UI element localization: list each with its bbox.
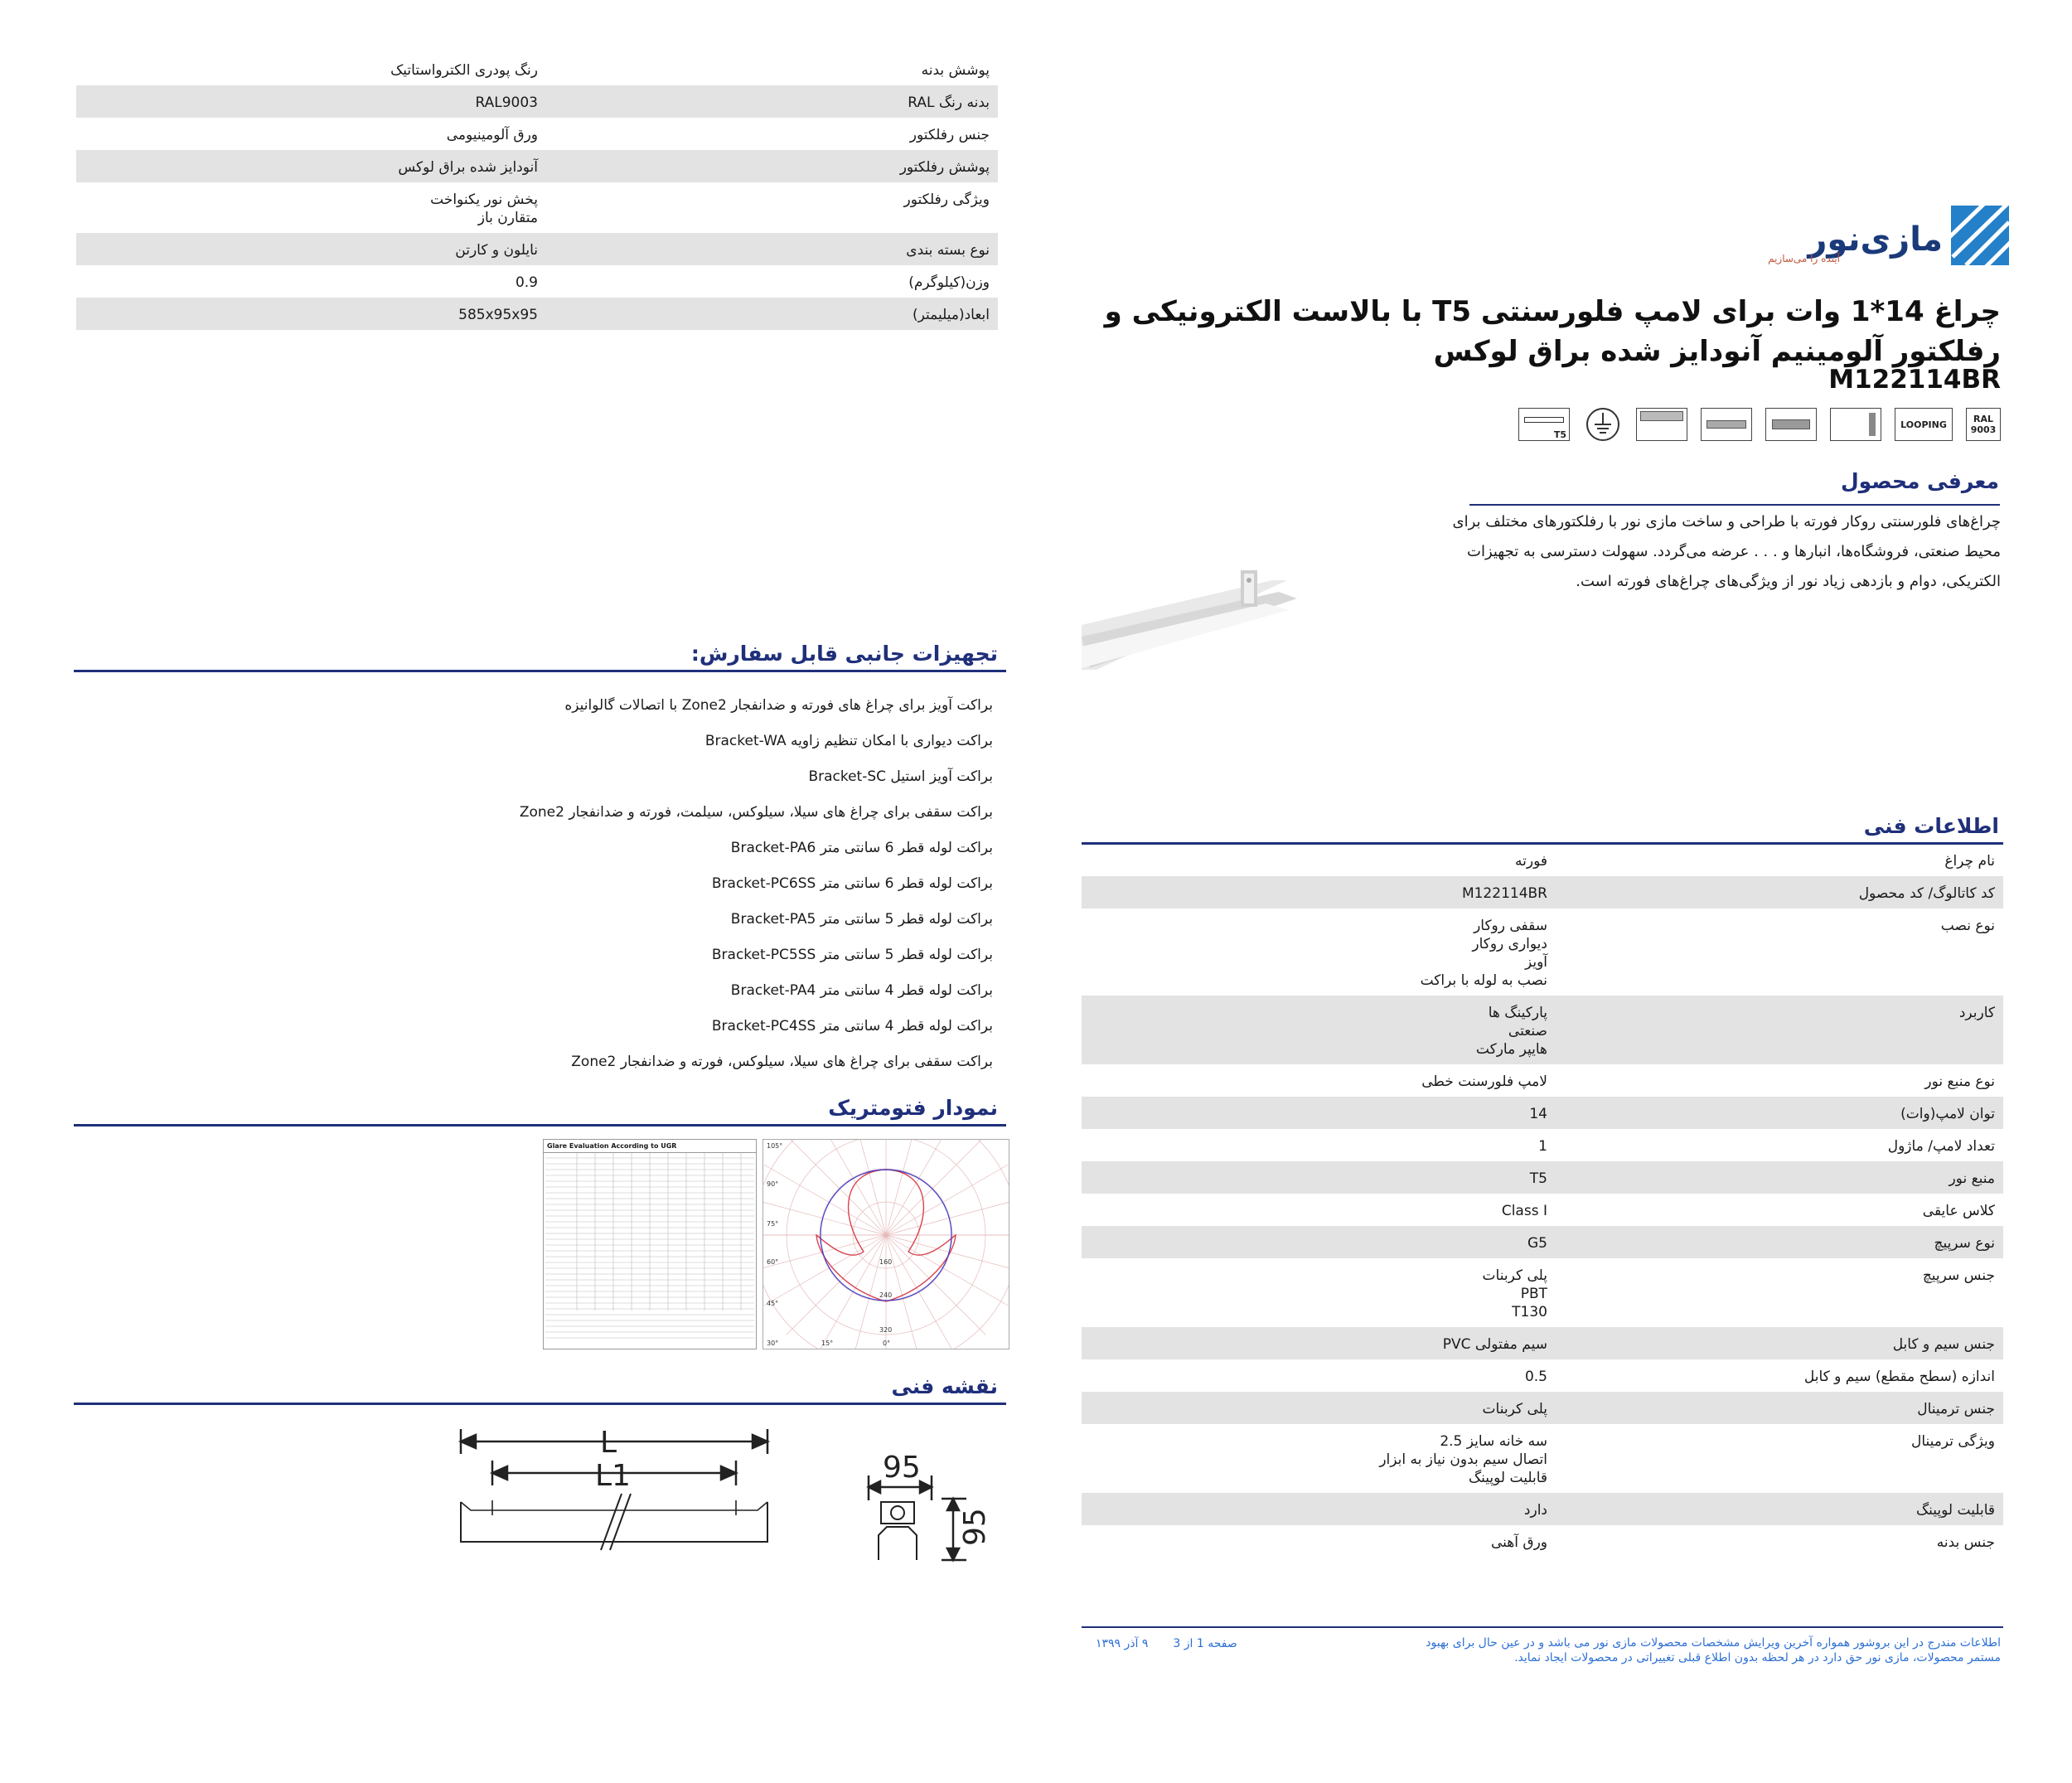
polar-tick-label: 160 <box>879 1258 893 1266</box>
table-row <box>76 298 998 330</box>
row-label: نام چراغ <box>1944 853 1995 870</box>
row-label: پوشش بدنه <box>921 62 990 79</box>
row-value: پلی کربنات PBT T130 <box>1482 1267 1547 1320</box>
accessories-list <box>413 688 993 1080</box>
table-row <box>76 182 998 233</box>
table-row <box>1082 1129 2003 1161</box>
accessory-item: براکت لوله قطر 6 سانتی متر Bracket-PC6SS <box>711 875 993 892</box>
ugr-table-title: Glare Evaluation According to UGR <box>544 1140 756 1153</box>
row-label: نوع نصب <box>1940 918 1995 934</box>
polar-tick-label: 90° <box>767 1180 779 1188</box>
photometric-title: نمودار فتومتریک <box>828 1096 998 1120</box>
row-label: جنس سیم و کابل <box>1892 1336 1995 1353</box>
table-row <box>76 233 998 265</box>
accessory-item: براکت لوله قطر 4 سانتی متر Bracket-PA4 <box>730 982 993 999</box>
row-label: جنس سرپیچ <box>1922 1267 1995 1284</box>
row-value: لامپ فلورسنت خطی <box>1421 1073 1547 1090</box>
row-label: منبع نور <box>1949 1170 1995 1187</box>
row-label: بدنه رنگ RAL <box>908 94 990 111</box>
row-label: نوع بسته بندی <box>906 242 990 259</box>
row-value: پخش نور یکنواخت متقارن باز <box>430 191 538 226</box>
accessories-title: تجهیزات جانبی قابل سفارش: <box>690 642 998 666</box>
accessory-item: براکت سقفی برای چراغ های سیلا، سیلوکس، فورته و ضدانفجار Zone2 <box>571 1054 993 1070</box>
drawing-label-height: 95 <box>958 1508 992 1546</box>
row-label: نوع سرپیچ <box>1934 1235 1995 1252</box>
row-label: کد کاتالوگ/ کد محصول <box>1858 885 1995 902</box>
table-row <box>1082 1064 2003 1097</box>
accessory-item: براکت لوله قطر 5 سانتی متر Bracket-PA5 <box>730 911 993 928</box>
row-value: سقفی روکار دیواری روکار آویز نصب به لوله با براکت <box>1420 918 1547 989</box>
table-row <box>76 150 998 182</box>
drawing-label-length: L <box>600 1426 617 1460</box>
table-row <box>1082 876 2003 908</box>
row-value: 1 <box>1538 1138 1547 1155</box>
row-value: RAL9003 <box>475 94 538 111</box>
row-value: ورق آلومینیومی <box>446 127 538 143</box>
logo-stripes-icon <box>1944 199 2012 269</box>
icon-label: T5 <box>1553 429 1566 440</box>
row-label: پوشش رفلکتور <box>899 159 990 176</box>
row-label: کلاس عایقی <box>1922 1203 1995 1219</box>
wall-mount-icon <box>1701 408 1752 441</box>
technical-info-table <box>1082 844 2003 1558</box>
polar-tick-label: 105° <box>767 1142 783 1150</box>
polar-tick-label: 75° <box>767 1220 779 1228</box>
row-value: G5 <box>1527 1235 1547 1252</box>
row-value: نایلون و کارتن <box>455 242 538 259</box>
accessory-item: براکت لوله قطر 6 سانتی متر Bracket-PA6 <box>730 840 993 856</box>
ral-9003-icon <box>1966 408 2001 441</box>
accessory-item: براکت لوله قطر 5 سانتی متر Bracket-PC5SS <box>711 947 993 963</box>
row-label: ابعاد(میلیمتر) <box>912 307 990 323</box>
row-value: ورق آهنی <box>1491 1534 1547 1551</box>
drawing-label-width: 95 <box>883 1451 921 1485</box>
polar-tick-label: 45° <box>767 1300 779 1307</box>
row-value: سه خانه سایز 2.5 اتصال سیم بدون نیاز به ابزار قابلیت لوپینگ <box>1379 1433 1547 1486</box>
table-row <box>1082 1424 2003 1493</box>
materials-table <box>76 53 998 330</box>
table-row <box>1082 1097 2003 1129</box>
table-row <box>1082 1327 2003 1359</box>
row-value: فورته <box>1515 853 1547 870</box>
accessory-item: براکت لوله قطر 4 سانتی متر Bracket-PC4SS <box>711 1018 993 1034</box>
accessory-item: براکت آویز استیل Bracket-SC <box>808 768 993 785</box>
row-label: جنس ترمینال <box>1917 1401 1995 1417</box>
row-label: نوع منبع نور <box>1924 1073 1995 1090</box>
table-row <box>1082 1392 2003 1424</box>
footer-page-info <box>1096 1637 1237 1650</box>
logo-tagline: آینده را می‌سازیم <box>1768 253 1840 264</box>
product-title: چراغ 14*1 وات برای لامپ فلورسنتی T5 با بالاست الکترونیکی و رفلکتور آلومینیم آنودایز شده براق لوکس <box>1104 295 2001 368</box>
row-label: وزن(کیلوگرم) <box>908 274 990 291</box>
polar-tick-label: 30° <box>767 1340 779 1347</box>
intro-title: معرفی محصول <box>1840 469 1999 493</box>
row-label: کاربرد <box>1958 1005 1995 1021</box>
accessories-rule <box>74 670 1006 672</box>
table-row <box>1082 1493 2003 1525</box>
product-code: M122114BR <box>1828 365 2001 395</box>
row-value: رنگ پودری الکترواستاتیک <box>390 62 538 79</box>
ugr-table-grid <box>544 1153 756 1342</box>
brand-logo <box>1749 199 2014 274</box>
table-row <box>76 85 998 118</box>
row-value: T5 <box>1529 1170 1547 1187</box>
row-label: توان لامپ(وات) <box>1900 1106 1995 1122</box>
icon-label: LOOPING <box>1900 419 1947 430</box>
row-value: 0.9 <box>515 274 538 291</box>
intro-text: چراغ‌های فلورسنتی روکار فورته با طراحی و ساخت مازی نور با رفلکتورهای مختلف برای محیط صنعتی، فروشگاه‌ها، انبارها و . . . عرضه می‌گردد. سهولت دسترسی به تجهیزات الکتریکی، دوام و بازدهی زیاد نور از ویژگی‌های چراغ‌های فورته است. <box>1452 513 2001 590</box>
row-value: سیم مفتولی PVC <box>1442 1336 1547 1353</box>
logo-wordmark: مازی‌نور <box>1808 220 1943 259</box>
polar-tick-label: 240 <box>879 1291 893 1299</box>
row-label: جنس بدنه <box>1936 1534 1995 1551</box>
polar-tick-label: 60° <box>767 1258 779 1266</box>
drawing-title: نقشه فنی <box>891 1374 998 1398</box>
icon-label: RAL 9003 <box>1970 414 1997 435</box>
row-value: دارد <box>1523 1502 1547 1519</box>
accessory-item: براکت دیواری با امکان تنظیم زاویه Bracket-WA <box>704 733 993 749</box>
table-row <box>1082 1226 2003 1258</box>
side-mount-icon <box>1830 408 1881 441</box>
polar-light-distribution-chart <box>762 1139 1009 1349</box>
footer-disclaimer: اطلاعات مندرج در این بروشور همواره آخرین ویرایش مشخصات محصولات مازی نور می باشد و در عین حال برای بهبود مستمر محصولات، مازی نور حق دارد در هر لحظه بدون اطلاع قبلی تغییراتی در محصولات ایجاد نماید. <box>1426 1636 2001 1664</box>
ugr-glare-table <box>543 1139 757 1349</box>
table-row <box>1082 908 2003 996</box>
table-row <box>76 265 998 298</box>
earth-ground-icon <box>1583 408 1623 441</box>
table-row <box>1082 1194 2003 1226</box>
photometric-rule <box>74 1124 1006 1126</box>
row-label: ویژگی ترمینال <box>1911 1433 1995 1450</box>
row-value: M122114BR <box>1461 885 1547 902</box>
ceiling-mount-icon <box>1636 408 1687 441</box>
table-row <box>76 118 998 150</box>
table-row <box>1082 1161 2003 1194</box>
product-photo <box>1082 570 1297 678</box>
table-row <box>1082 1525 2003 1558</box>
footer-rule <box>1082 1626 2003 1628</box>
footer-date: ۹ آذر ۱۳۹۹ <box>1096 1637 1149 1650</box>
accessory-item: براکت سقفی برای چراغ های سیلا، سیلوکس، سیلمت، فورته و ضدانفجار Zone2 <box>519 804 993 821</box>
looping-icon <box>1895 408 1953 441</box>
polar-tick-label: 320 <box>879 1326 893 1334</box>
table-row <box>1082 1258 2003 1327</box>
row-value: 14 <box>1529 1106 1547 1122</box>
row-value: 585x95x95 <box>458 307 538 323</box>
t5-lamp-icon <box>1518 408 1570 441</box>
intro-rule <box>1469 504 2000 506</box>
table-row <box>1082 844 2003 876</box>
row-value: 0.5 <box>1524 1369 1547 1385</box>
polar-tick-label: 0° <box>883 1340 891 1347</box>
footer-page-number: صفحه 1 از 3 <box>1173 1637 1237 1650</box>
technical-drawing <box>448 1426 1044 1608</box>
table-row <box>1082 1359 2003 1392</box>
polar-tick-label: 15° <box>821 1340 834 1347</box>
pendant-icon <box>1765 408 1817 441</box>
row-label: اندازه (سطح مقطع) سیم و کابل <box>1803 1369 1995 1385</box>
drawing-rule <box>74 1403 1006 1405</box>
tech-title: اطلاعات فنی <box>1863 814 1999 838</box>
row-label: تعداد لامپ/ ماژول <box>1887 1138 1995 1155</box>
row-value: آنودایز شده براق لوکس <box>398 159 538 176</box>
table-row <box>76 53 998 85</box>
row-label: جنس رفلکتور <box>909 127 990 143</box>
row-label: قابلیت لوپینگ <box>1915 1502 1995 1519</box>
row-value: پارکینگ ها صنعتی هایپر مارکت <box>1475 1005 1547 1058</box>
accessory-item: براکت آویز برای چراغ های فورته و ضدانفجار Zone2 با اتصالات گالوانیزه <box>564 697 993 714</box>
drawing-label-length-inner: L1 <box>595 1459 631 1493</box>
row-value: Class I <box>1501 1203 1547 1219</box>
row-value: پلی کربنات <box>1482 1401 1547 1417</box>
table-row <box>1082 996 2003 1064</box>
row-label: ویژگی رفلکتور <box>903 191 990 208</box>
